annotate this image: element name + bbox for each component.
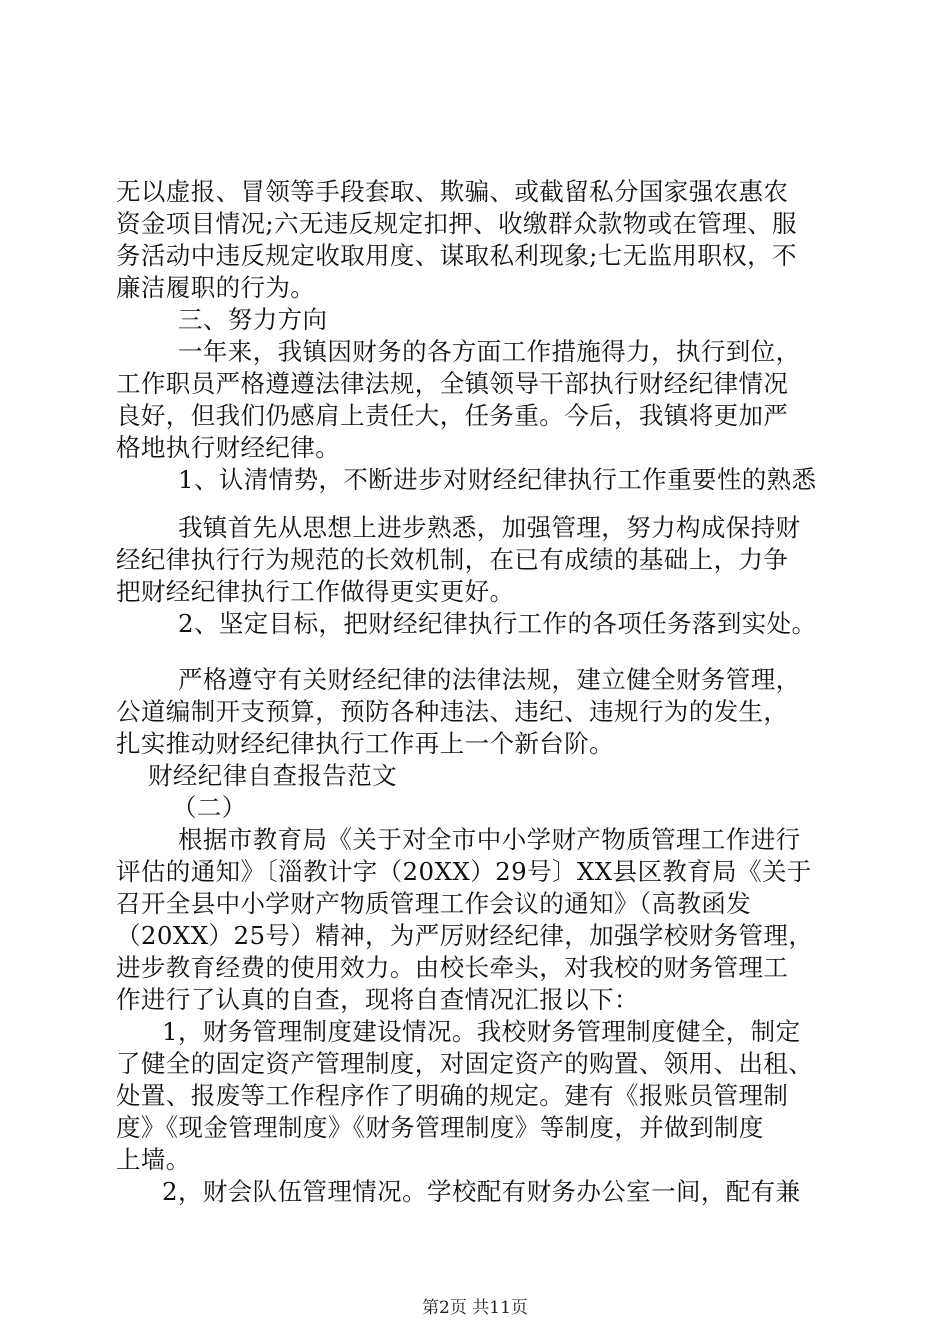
text-line: 评估的通知》〔淄教计字（20XX）29号〕XX县区教育局《关于 <box>116 857 812 886</box>
text-line: 上墙。 <box>116 1145 191 1174</box>
text-line: 公道编制开支预算，预防各种违法、违纪、违规行为的发生， <box>116 697 789 726</box>
text-line: 良好，但我们仍感肩上责任大，任务重。今后，我镇将更加严 <box>116 401 789 430</box>
text-line: 务活动中违反规定收取用度、谋取私利现象;七无监用职权，不 <box>116 241 797 270</box>
text-line: 1，财务管理制度建设情况。我校财务管理制度健全，制定 <box>162 1017 801 1046</box>
text-line: 扎实推动财经纪律执行工作再上一个新台阶。 <box>116 729 614 758</box>
section-title: 财经纪律自查报告范文 <box>148 761 397 790</box>
text-line: 廉洁履职的行为。 <box>116 273 316 302</box>
text-line: 工作职员严格遵遵法律法规，全镇领导干部执行财经纪律情况 <box>116 369 789 398</box>
text-line: 2，财会队伍管理情况。学校配有财务办公室一间，配有兼 <box>162 1177 801 1206</box>
text-line: 经纪律执行行为规范的长效机制，在已有成绩的基础上，力争 <box>116 545 789 574</box>
text-line: 我镇首先从思想上进步熟悉，加强管理，努力构成保持财 <box>178 513 801 542</box>
text-line: 召开全县中小学财产物质管理工作会议的通知》（高教函发 <box>116 889 752 918</box>
text-line: （20XX）25号）精神，为严厉财经纪律，加强学校财务管理， <box>116 921 814 950</box>
text-line: 度》《现金管理制度》《财务管理制度》等制度，并做到制度 <box>116 1113 764 1142</box>
text-line: 严格遵守有关财经纪律的法律法规，建立健全财务管理， <box>178 665 801 694</box>
text-line: 无以虚报、冒领等手段套取、欺骗、或截留私分国家强农惠农 <box>116 177 789 206</box>
page-number-footer: 第2页 共11页 <box>422 1298 528 1318</box>
text-line: 把财经纪律执行工作做得更实更好。 <box>116 577 515 606</box>
section-number: （二） <box>172 793 247 822</box>
text-line: 作进行了认真的自查，现将自查情况汇报以下： <box>116 985 639 1014</box>
text-line: 根据市教育局《关于对全市中小学财产物质管理工作进行 <box>178 825 801 854</box>
section-heading: 三、努力方向 <box>178 305 328 334</box>
text-line: 进步教育经费的使用效力。由校长牵头，对我校的财务管理工 <box>116 953 789 982</box>
text-line: 资金项目情况;六无违反规定扣押、收缴群众款物或在管理、服 <box>116 209 797 238</box>
text-line: 处置、报废等工作程序作了明确的规定。建有《报账员管理制 <box>116 1081 789 1110</box>
text-line: 一年来，我镇因财务的各方面工作措施得力，执行到位， <box>178 337 801 366</box>
text-line: 了健全的固定资产管理制度，对固定资产的购置、领用、出租、 <box>116 1049 814 1078</box>
subsection-heading: 2、坚定目标，把财经纪律执行工作的各项任务落到实处。 <box>178 609 817 638</box>
subsection-heading: 1、认清情势，不断进步对财经纪律执行工作重要性的熟悉 <box>178 465 817 494</box>
text-line: 格地执行财经纪律。 <box>116 433 341 462</box>
